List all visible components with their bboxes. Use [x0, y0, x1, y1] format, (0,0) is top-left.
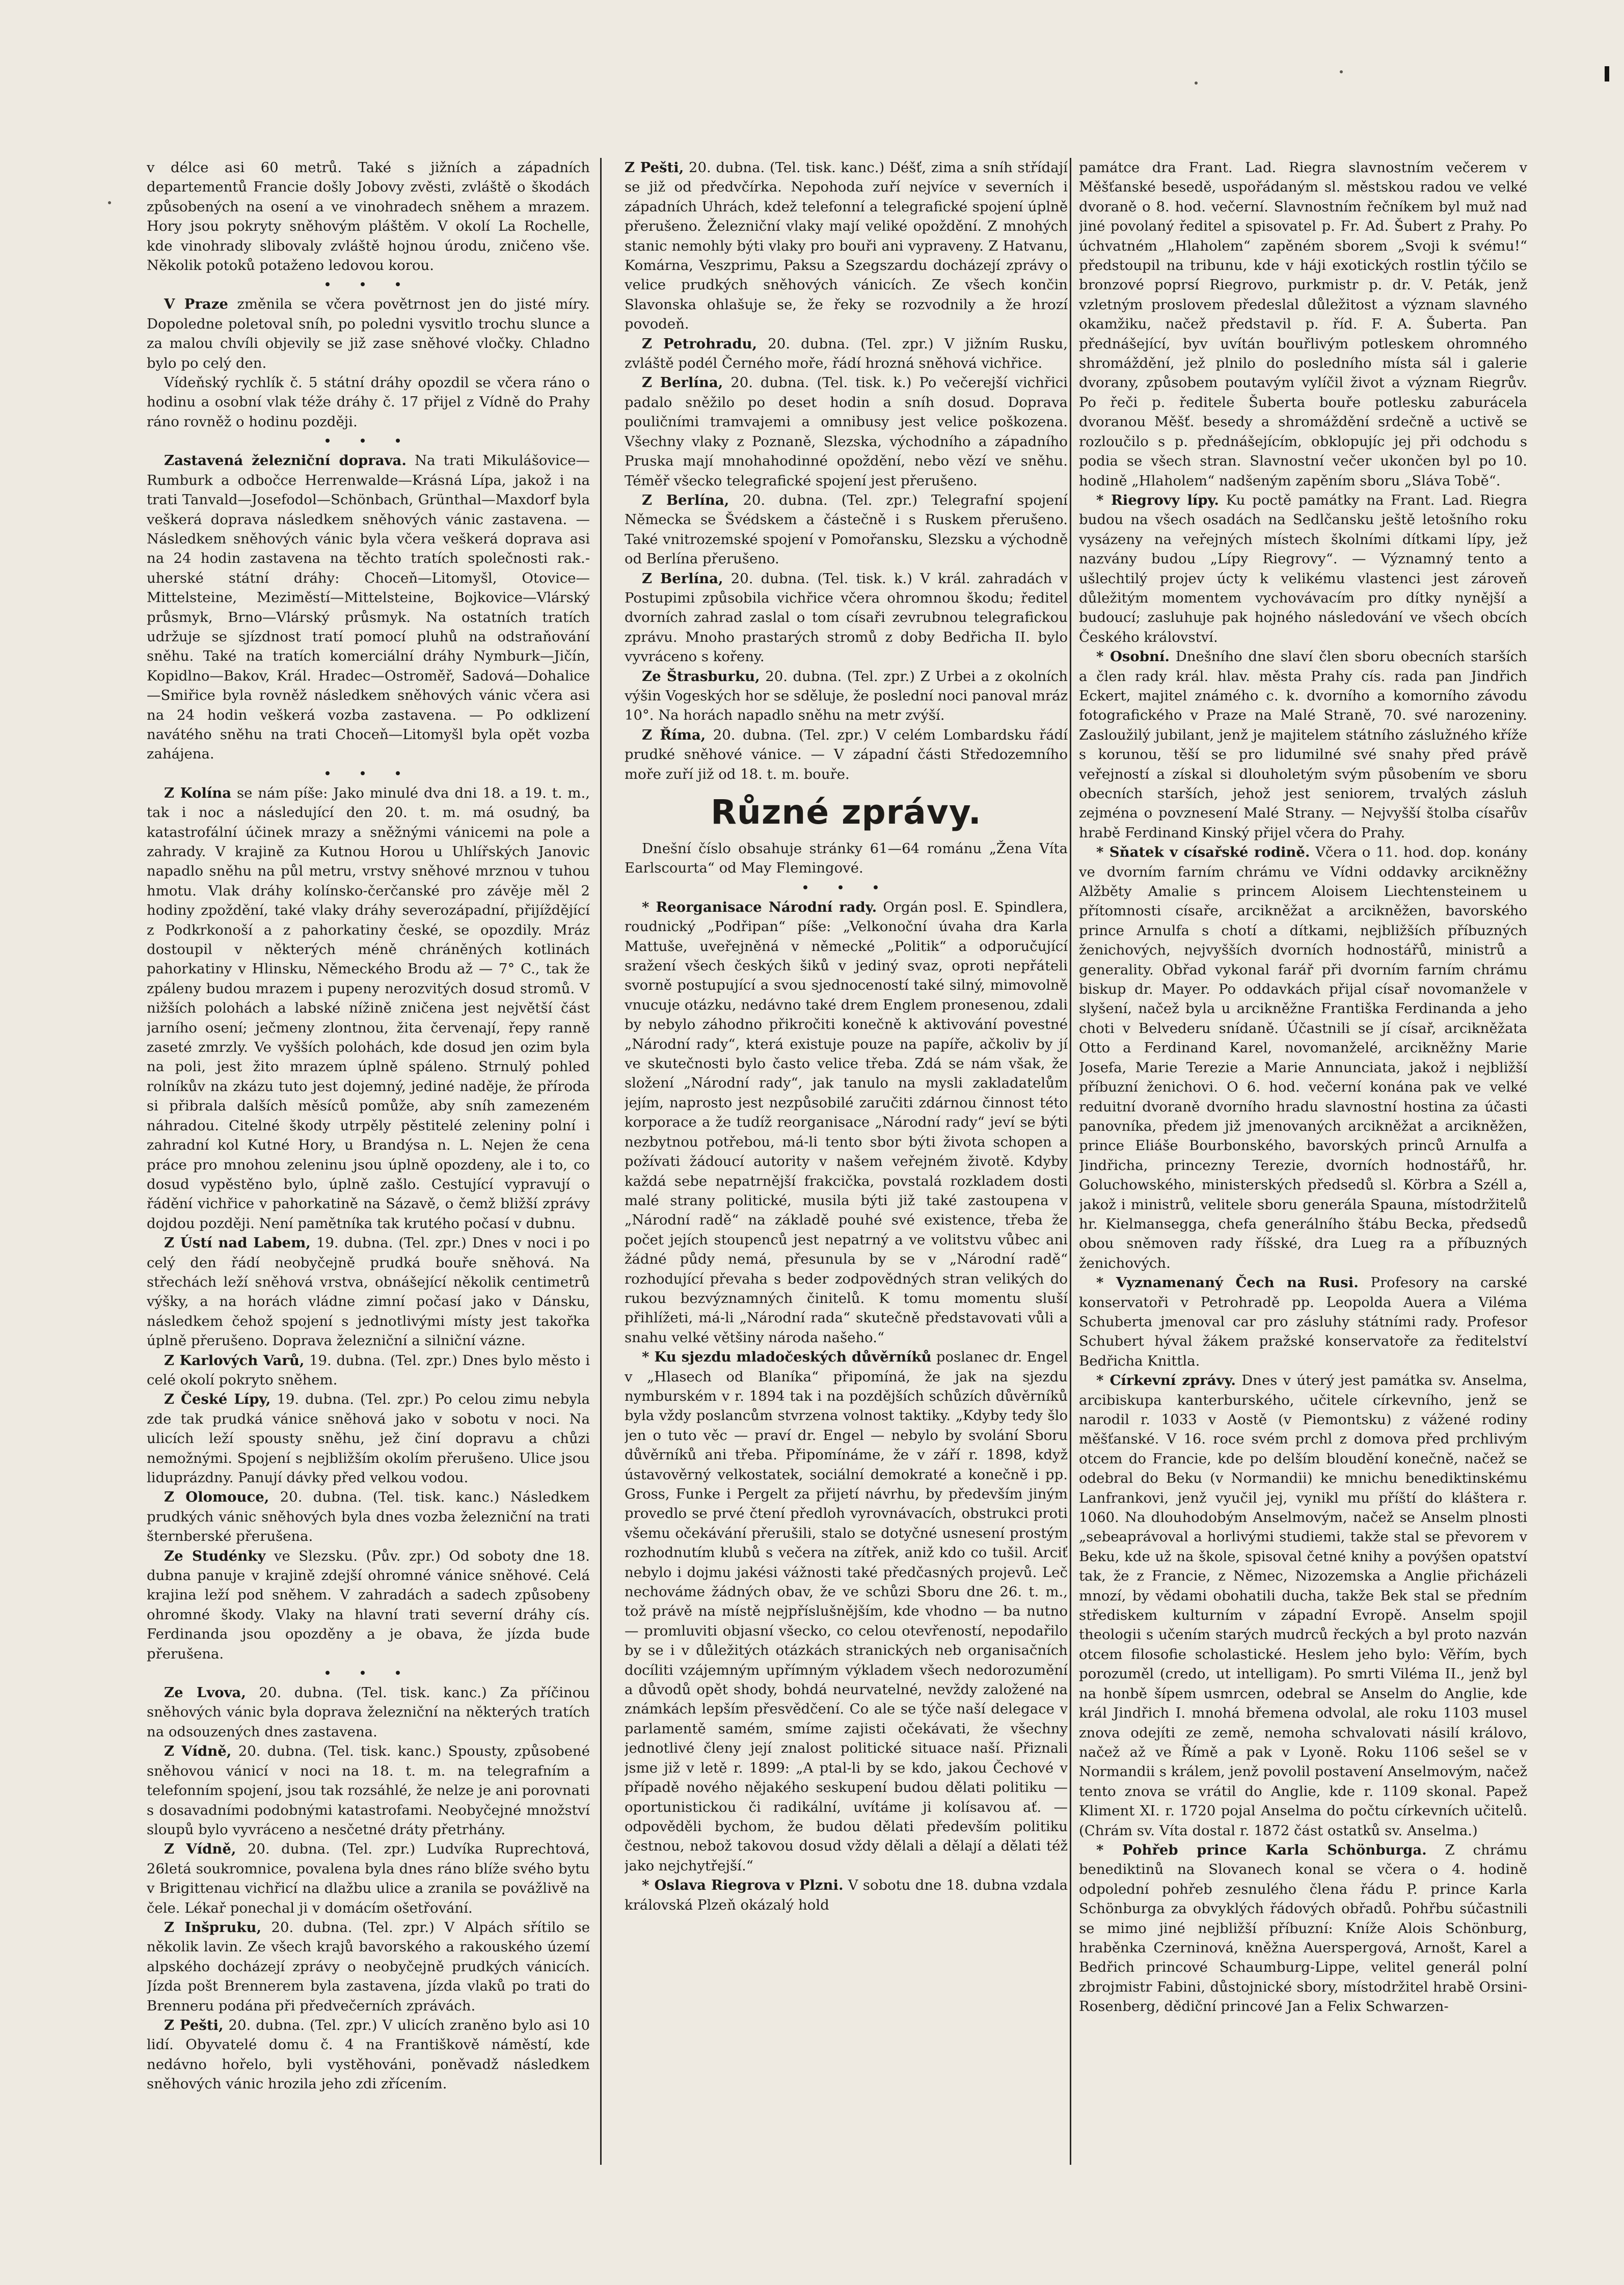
margin-mark: [1605, 66, 1609, 81]
article-text: 20. dubna. (Tel. zpr.) V celém Lombardsku řádí prudké sněhové vánice. — V západní části Středozemního moře zuří již od 18. t. m. bouře.: [625, 726, 1068, 782]
article-text: 20. dubna. (Tel. tisk. kanc.) Déšť, zima a sníh střídají se již od předvčírka. Nepohoda zuří nejvíce v severních i západních Uhrách, kdež telefonní a telegrafické spojení úplně přerušeno. Železniční vlaky mají veliké opoždění. Z mnohých stanic nemohly býti vlaky pro bouři ani vypraveny. Z Hatvanu, Komárna, Veszprimu, Paksu a Szegszardu docházejí zprávy o velice prudkých sněhových vánicích. Ze všech končin Slavonska ohlašuje se, že řeky se rozvodnily a že hrozí povodeň.: [625, 159, 1068, 333]
article-text: památce dra Frant. Lad. Riegra slavnostním večerem v Měšťanské besedě, uspořádaným sl. městskou radou ve velké dvoraně o 8. hod. večerní. Slavnostním řečníkem byl muž nad jiné povolaný ředitel a spisovatel p. Fr. Ad. Šubert z Prahy. Po úchvatném „Hlaholem“ zapěném sborem „Svoji k svému!“ předstoupil na tribunu, kde v háji exotických rostlin týčilo se bronzové poprsí Riegrovo, purkmistr p. dr. V. Peták, jenž vzletným proslovem předeslal důležitost a význam slavného okamžiku, načež představil p. říd. F. A. Šuberta. Pan přednášející, byv uvítán bouřlivým potleskem ohromného shromáždění, jež plnilo do posledního místa sál i galerie dvorany, způsobem poutavým vylíčil život a význam Riegrův. Po řeči p. ředitele Šuberta bouře potlesku zaburácela dvoranou Měšť. besedy a shromáždění srdečně a uctivě se rozloučilo s p. přednášejícím, obklopujíc jej při odchodu s podia se všech stran. Slavnostní večer ukončen byl po 10. hodině „Hlaholem“ nadšeným zapěním sboru „Sláva Tobě“.: [1079, 159, 1527, 489]
article-paragraph: [147, 158, 590, 275]
article-lead: Z Ústí nad Labem,: [164, 1235, 311, 1252]
column-right: [1079, 158, 1527, 2165]
article-paragraph: [147, 1233, 590, 1350]
article-lead: * Riegrovy lípy.: [1096, 492, 1219, 508]
article-paragraph: [147, 1742, 590, 1839]
article-text: 19. dubna. (Tel. zpr.) Dnes v noci i po celý den řádí neobyčejně prudká bouře sněhová. Na střechách leží sněhová vrstva, obnášející několik centimetrů výšky, a na horách vládne zimní počasí jako v Dánsku, následkem čehož spojení s jednotlivými místy jest takořka úplně přerušeno. Doprava železniční a silniční vázne.: [147, 1235, 590, 1349]
article-lead: * Reorganisace Národní rady.: [642, 899, 877, 915]
article-paragraph: [625, 158, 1068, 334]
section-separator: • • •: [323, 1665, 414, 1682]
article-paragraph: [147, 451, 590, 764]
article-lead: * Vyznamenaný Čech na Rusi.: [1096, 1274, 1359, 1291]
article-paragraph: [625, 667, 1068, 725]
article-text: Včera o 11. hod. dop. konány ve dvorním farním chrámu ve Vídni oddavky arcikněžny Alžběty Amalie s princem Aloisem Liechtensteinem u přítomnosti císaře, arcikněžat a arcikněžen, bavorského prince Arnulfa s chotí a dítkami, nejbližších příbuzných ženichových, nejvyšších dvorních hodnostářů, ministrů a generality. Obřad vykonal farář při dvorním farním chrámu biskup dr. Mayer. Po oddavkách přijal císař novomanžele v slyšení, načež byla u arcikněžne Františka Ferdinanda a jeho choti v Belvederu snídaně. Účastnili se jí císař, arcikněžata Otto a Ferdinand Karel, novomanželé, arcikněžny Marie Josefa, Marie Terezie a Marie Annunciata, jakož i nejbližší příbuzní ženichovi. O 6. hod. večerní konána pak ve velké reduitní dvoraně dvorního hradu slavnostní hostina za účasti panovníka, předem již jmenovaných arcikněžat a arcikněžen, prince Eliáše Bourbonského, bavorských princů Arnulfa a Jindřicha, princezny Terezie, dvorních hodnostářů, hr. Goluchowského, ministerských předsedů sl. Körbra a Széll a, jakož i ministrů, velitele sboru generála Spauna, místodržitelů hr. Kielmansegga, chefa generálního štábu Becka, předsedů obou sněmoven rady říšské, dra Lueg ra a příbuzných ženichových.: [1079, 844, 1527, 1271]
article-lead: * Sňatek v císařské rodině.: [1096, 844, 1310, 861]
article-lead: Z Pešti,: [625, 159, 684, 176]
article-paragraph: [1079, 1371, 1527, 1840]
article-lead: Z Karlových Varů,: [164, 1352, 305, 1369]
article-lead: Ze Štrasburku,: [642, 668, 760, 685]
section-separator: • • •: [801, 879, 891, 896]
article-paragraph: [147, 2016, 590, 2094]
column-rule: [600, 158, 602, 2165]
article-text: 20. dubna. (Tel. zpr.) V ulicích zraněno bylo asi 10 lidí. Obyvatelé domu č. 4 na Františkově náměstí, kde nedávno hořelo, byli vystěhováni, poněvadž následkem sněhových vánic hrozila jeho zdi zřícením.: [147, 2017, 590, 2092]
article-text: změnila se včera povětrnost jen do jisté míry. Dopoledne poletoval sníh, po poledni vysvitlo trochu slunce a za malou chvíli objevily se již zase sněhové vločky. Chladno bylo po celý den.: [147, 296, 590, 371]
column-left: [147, 158, 590, 2165]
article-text: v délce asi 60 metrů. Také s jižních a západních departementů Francie došly Jobovy zvěsti, zvláště o škodách způsobených na osení a ve vinohradech sněhem a mrazem. Hory jsou pokryty sněhovým pláštěm. V okolí La Rochelle, kde vinohrady slibovaly zvláště hojnou úrodu, zničeno vše. Několik potoků potaženo ledovou korou.: [147, 159, 590, 274]
article-text: Profesory na carské konservatoři v Petrohradě pp. Leopolda Auera a Viléma Schuberta jmenoval car pro zásluhy státními rady. Profesor Schubert hýval žákem pražské konservatoře za ředitelství Bedřicha Knittla.: [1079, 1274, 1527, 1369]
article-text: 20. dubna. (Tel. zpr.) Z Urbei a z okolních výšin Vogeských hor se sděluje, že poslední noci panoval mráz 10°. Na horách napadlo sněhu na metr zvýší.: [625, 668, 1068, 724]
article-text: V sobotu dne 18. dubna vzdala královská Plzeň okázalý hold: [625, 1877, 1068, 1913]
article-text: Dnes v úterý jest památka sv. Anselma, arcibiskupa kanterburského, učitele církevního, jenž se narodil r. 1033 v Aostě (v Piemontsku) z vážené rodiny měšťanské. V 16. roce svém prchl z domova před prchlivým otcem do Francie, kde po delším bloudění konečně, načež se odebral do Beku (v Normandii) ke mnichu benediktinskému Lanfrankovi, jenž vyučil jej, vynikl mu příští do kláštera r. 1060. Na dlouhodobým Anselmovým, načež se Anselm plnosti „sebeaprávoval a horlivými studiemi, takže stal se převorem v Beku, kde už na škole, spisoval četné knihy a povýšen opatství tak, že z Francie, z Němec, Nizozemska a Anglie přicházeli mnozí, by vědami obohatili ducha, takže Bek stal se předním střediskem kulturním v západní Evropě. Anselm spojil theologii s učením starých mudrců řeckých a byl proto nazván otcem filosofie scholastické. Heslem jeho bylo: Věřím, bych porozuměl (credo, ut intelligam). Po smrti Viléma II., jenž byl na honbě šípem usmrcen, odebral se Anselm do Anglie, kde král Jindřich I. mnohá břemena odvolal, ale roku 1103 musel znova odejíti ze země, nemoha schvalovati násilí královo, načež až ve Římě a pak v Lyoně. Roku 1106 sešel se v Normandii s králem, jenž povolil postavení Anselmovým, načež tento znova se vrátil do Anglie, kde r. 1109 skonal. Papež Kliment XI. r. 1720 pojal Anselma do počtu církevních učitelů. (Chrám sv. Víta dostal r. 1872 část ostatků sv. Anselma.): [1079, 1372, 1527, 1839]
article-lead: * Oslava Riegrova v Plzni.: [642, 1877, 844, 1894]
article-lead: Z Říma,: [642, 726, 706, 743]
article-lead: Z Olomouce,: [164, 1489, 269, 1506]
article-paragraph: [1079, 1840, 1527, 2017]
article-text: Dnešní číslo obsahuje stránky 61—64 románu „Žena Víta Earlscourta“ od May Flemingové.: [625, 840, 1068, 877]
article-lead: Z Berlína,: [642, 492, 729, 508]
article-paragraph: [147, 373, 590, 431]
article-paragraph: [1079, 491, 1527, 647]
speck: [1340, 70, 1343, 73]
section-separator: • • •: [323, 433, 414, 450]
article-text: ve Slezsku. (Pův. zpr.) Od soboty dne 18. dubna panuje v krajině zdejší ohromné vánice sněhové. Celá krajina leží pod sněhem. V zahradách a sadech způsobeny ohromné škody. Vlaky na hlavní trati severní dráhy cís. Ferdinanda jsou opozděny a je obava, že jízda bude přerušena.: [147, 1547, 590, 1662]
article-lead: Zastavená železniční doprava.: [164, 452, 407, 469]
article-paragraph: [147, 1351, 590, 1390]
article-text: 20. dubna. (Tel. tisk. kanc.) Následkem prudkých vánic sněhových byla dnes vozba železniční na trati šternberské přerušena.: [147, 1489, 590, 1545]
article-paragraph: [147, 1546, 590, 1664]
article-text: 20. dubna. (Tel. zpr.) Ludvíka Ruprechtová, 26letá soukromnice, povalena byla dnes ráno blíže svého bytu v Brigittenau vichřicí na dlažbu ulice a zranila se povážlivě na čele. Lékař ponechal ji v domácím ošetřování.: [147, 1841, 590, 1916]
article-text: Ku poctě památky na Frant. Lad. Riegra budou na všech osadách na Sedlčansku ještě letošního roku vysázeny na veřejných místech školními dítkami lípy, jež nazvány budou „Lípy Riegrovy“. — Významný tento a ušlechtilý projev úcty k velikému vlastenci jest zároveň důležitým momentem vychovávacím pro dítky nynější a budoucí; zasluhuje pak hojného následování ve všech obcích Českého království.: [1079, 492, 1527, 645]
article-text: 20. dubna. (Tel. tisk. k.) Po večerejší vichřici padalo sněžilo po deset hodin a sníh dosud. Doprava pouličními tramvajemi a omnibusy jest velice poškozena. Všechny vlaky z Poznaně, Slezska, východního a západního Pruska mají mnohahodinné opoždění, nebo vězí ve sněhu. Téměř všecko telegrafické spojení jest přerušeno.: [625, 374, 1068, 489]
article-text: 20. dubna. (Tel. zpr.) V Alpách sřítilo se několik lavin. Ze všech krajů bavorského a rakouského území alpského docházejí zprávy o neobyčejně prudkých vánicích. Jízda pošt Brennerem byla zastavena, jízda vlaků po trati do Brenneru podána při předvečerních zprávách.: [147, 1919, 590, 2014]
article-lead: Z České Lípy,: [164, 1391, 271, 1408]
article-paragraph: [147, 783, 590, 1233]
article-paragraph: [625, 897, 1068, 1347]
article-paragraph: [625, 1875, 1068, 1915]
article-paragraph: [625, 373, 1068, 490]
article-text: 19. dubna. (Tel. zpr.) Dnes bylo město i celé okolí pokryto sněhem.: [147, 1352, 590, 1388]
speck: [108, 201, 111, 204]
article-lead: Z Berlína,: [642, 570, 723, 587]
article-paragraph: [147, 1487, 590, 1546]
article-lead: Z Berlína,: [642, 374, 723, 391]
article-paragraph: [147, 1839, 590, 1918]
speck: [1195, 81, 1198, 85]
section-separator: • • •: [323, 277, 414, 293]
article-text: 19. dubna. (Tel. zpr.) Po celou zimu nebyla zde tak prudká vánice sněhová jako v sobotu v noci. Na ulicích leží spousty sněhu, jež činí dopravu a chůzi nemožnými. Spojení s nejbližším okolím přerušeno. Ulice jsou liduprázdny. Panují dávky před velkou vodou.: [147, 1391, 590, 1486]
article-text: poslanec dr. Engel v „Hlasech od Blaníka“ připomíná, že jak na sjezdu nymburském v r. 1894 tak i na pozdějších schůzích důvěrníků byla vždy poslancům stvrzena volnost taktiky. „Kdyby tedy šlo jen o tuto věc — praví dr. Engel — nebylo by svolání Sboru důvěrníků ani třeba. Připomínáme, že v září r. 1898, když ústavověrný velkostatek, sociální demokraté a konečně i pp. Gross, Funke i Pergelt za přijetí návrhu, by především jiným provedlo se prvé čtení předloh vyrovnávacích, obstrukci proti všemu očekávání přerušili, stalo se dotyčné usnesení prostým rozhodnutím klubů s večera na zítřek, aniž kdo co tušil. Arciť nebylo i dojmu jakési vážnosti také předčasných projevů. Leč nechováme žádných obav, že ve schůzi Sboru dne 26. t. m., tož právě na místě nejpříslušnějším, kde vhodno — ba nutno — promluviti objasní všecko, co celou otevřeností, nepodařilo by se i v důležitých otázkách stranických neb organisačních docíliti vzájemným upřímným výkladem všech nedorozumění a důvodů opět shody, bohdá neurvatelné, nevždy založené na známkách lepším přesvědčení. Co ale se týče naší delegace v parlamentě samém, smíme zajisti očekávati, že všechny jednotlivé členy její znalost politické situace naší. Přiznali jsme již v letě r. 1899: „A ptal-li by se kdo, jakou Čechové v případě nového nějakého seskupení budou dělati politiku — oportunistickou či radikální, uvítáme ji kolísavou ať. — odpověděli bychom, že budou dělati především politiku čestnou, nebož takovou dosud vždy dělali a dělají a dělati též jako nejchytřejší.“: [625, 1349, 1068, 1874]
article-text: 20. dubna. (Tel. tisk. kanc.) Za příčinou sněhových vánic byla doprava železniční na některých tratích na odsouzených dnes zastavena.: [147, 1684, 590, 1740]
article-lead: Z Inšpruku,: [164, 1919, 262, 1936]
article-lead: * Pohřeb prince Karla Schönburga.: [1096, 1841, 1427, 1858]
article-paragraph: [625, 491, 1068, 569]
article-paragraph: [147, 1390, 590, 1487]
article-lead: V Praze: [164, 296, 228, 313]
article-paragraph: [625, 334, 1068, 373]
article-lead: * Osobní.: [1096, 648, 1170, 665]
article-paragraph: [147, 1683, 590, 1742]
article-paragraph: [625, 569, 1068, 667]
section-separator: • • •: [323, 765, 414, 782]
article-text: Orgán posl. E. Spindlera, roudnický „Podřipan“ píše: „Velkonoční úvaha dra Karla Mattuše, uveřejněná v německé „Politik“ a odporučující sražení všech českých šiků v jediný svaz, oproti nepřáteli svorně postupující a svou sjednoceností také silný, mimovolně vnucuje otázku, nedávno také drem Englem pronesenou, zdali by nebylo záhodno přikročiti konečně k aktivování povestné „Národní rady“, která existuje pouze na papíře, ačkoliv by jí ve skutečnosti bylo často velice třeba. Zdá se nám však, že složení „Národní rady“, jak tanulo na mysli zakladatelům jejím, naprosto jest nezpůsobilé zaručiti zdárnou činnost této korporace a že tudíž reorganisace „Národní rady“ jeví se býti nezbytnou potřebou, má-li tento sbor býti života schopen a požívati žádoucí autority v našem veřejném životě. Kdyby každá sebe nepatrnější frakcička, povstalá rozkladem dosti malé strany politické, musila býti již také zastoupena v „Národní radě“ na základě pouhé své existence, třeba že počet jejích stoupenců jest nepatrný a ve volitstvu vůbec ani žádné půdy nemá, přesunula by se v „Národní radě“ rozhodující převaha s beder zodpovědných stran velikých do rukou bezvýznamných činitelů. K tomu momentu sluší přihlížeti, má-li „Národní rada“ skutečně představovati vůli a snahu velké většiny národa našeho.“: [625, 899, 1068, 1346]
article-paragraph: [1079, 1273, 1527, 1371]
article-text: 20. dubna. (Tel. tisk. kanc.) Spousty, způsobené sněhovou vánicí v noci na 18. t. m. na telegrafním a telefonním spojení, jsou tak rozsáhlé, že nelze je ani porovnati s dosavadními podobnými katastrofami. Neobyčejné množství sloupů bylo vyvráceno a nesčetné dráty přetrhány.: [147, 1743, 590, 1838]
article-text: 20. dubna. (Tel. zpr.) V jižním Rusku, zvláště podél Černého moře, řádí hrozná sněhová vichřice.: [625, 335, 1068, 372]
column-middle: [625, 158, 1068, 2165]
article-lead: Z Pešti,: [164, 2017, 224, 2033]
article-lead: * Ku sjezdu mladočeských důvěrníků: [642, 1349, 932, 1366]
article-lead: Z Vídně,: [164, 1841, 236, 1858]
article-paragraph: [625, 1347, 1068, 1875]
article-paragraph: [147, 1918, 590, 2016]
column-rule: [1070, 158, 1071, 2165]
article-text: 20. dubna. (Tel. zpr.) Telegrafní spojení Německa se Švédskem a částečně i s Ruskem přerušeno. Také vnitrozemské spojení v Pomořansku, Slezsku a východně od Berlína přerušeno.: [625, 492, 1068, 567]
article-paragraph: [625, 725, 1068, 784]
article-lead: * Církevní zprávy.: [1096, 1372, 1236, 1389]
article-lead: Z Petrohradu,: [642, 335, 757, 352]
article-lead: Z Vídně,: [164, 1743, 232, 1760]
article-paragraph: [625, 839, 1068, 878]
article-lead: Ze Studénky: [164, 1547, 266, 1564]
article-text: 20. dubna. (Tel. tisk. k.) V král. zahradách v Postupimi způsobila vichřice včera ohromnou škodu; ředitel dvorních zahrad zaslal o tom císaři zevrubnou telegrafickou zprávu. Mnoho prastarých stromů z doby Bedřicha II. bylo vyvráceno s kořeny.: [625, 570, 1068, 665]
section-heading: Různé zprávy.: [711, 793, 982, 832]
article-paragraph: [147, 294, 590, 373]
article-paragraph: [1079, 647, 1527, 842]
article-paragraph: [1079, 842, 1527, 1273]
article-text: Na trati Mikulášovice—Rumburk a odbočce Herrenwalde—Krásná Lípa, jakož i na trati Tanvald—Josefodol—Schönbach, Grünthal—Maxdorf byla veškerá doprava následkem sněhových vánic zastavena. — Následkem sněhových vánic byla včera veškerá doprava asi na 24 hodin zastavena na těchto tratích společnosti rak.-uherské státní dráhy: Choceň—Litomyšl, Otovice—Mittelsteine, Meziměstí—Mittelsteine, Bojkovice—Vlárský průsmyk, Brno—Vlárský průsmyk. Na ostatních tratích udržuje se sjízdnost tratí pomocí pluhů na odstraňování sněhu. Také na tratích komerciální dráhy Nymburk—Jičín, Kopidlno—Bakov, Král. Hradec—Ostroměř, Sadová—Dohalice—Smiřice byla rovněž následkem sněhových vánic včera asi na 24 hodin veškerá vozba zastavena. — Po odklizení navátého sněhu na trati Choceň—Litomyšl byla opět vozba zahájena.: [147, 452, 590, 763]
article-text: Z chrámu benediktinů na Slovanech konal se včera o 4. hodině odpolední pohřeb zesnulého člena řádu P. prince Karla Schönburga za obvyklých řádových obřadů. Pohřbu súčastnili se mimo jiné nejbližší příbuzní: Kníže Alois Schönburg, hraběnka Czerninová, kněžna Auerspergová, Arnošt, Karel a Bedřich princové Schaumburg-Lippe, velitel generál polní zbrojmistr Fabini, důstojnické sbory, místodržitel hrabě Orsini-Rosenberg, dědiční princové Jan a Felix Schwarzen-: [1079, 1841, 1527, 2015]
article-text: Dnešního dne slaví člen sboru obecních starších a člen rady král. hlav. města Prahy cís. rada pan Jindřich Eckert, majitel známého c. k. dvorního a komorního závodu fotografického v Praze na Malé Straně, 70. své narozeniny. Zasloužilý jubilant, jenž je majitelem státního záslužného kříže s korunou, těší se pro lidumilné své snahy před právě veřejností a získal si dlouholetým svým působením ve sboru obecních starších, jehož jest seniorem, trvalých zásluh zejména o povznesení Malé Strany. — Nejvyšší štolba císařův hrabě Ferdinand Kinský přijel včera do Prahy.: [1079, 648, 1527, 841]
article-paragraph: [1079, 158, 1527, 491]
article-lead: Ze Lvova,: [164, 1684, 246, 1701]
article-lead: Z Kolína: [164, 784, 232, 801]
article-text: se nám píše: Jako minulé dva dni 18. a 19. t. m., tak i noc a následující den 20. t. m. má osudný, ba katastrofální účinek mrazy a sněžnými vánicemi na pole a zahrady. V krajině za Kutnou Horou u Uhlířských Janovic napadlo sněhu na půl metru, vrstvy sněhové mrznou v tuhou hmotu. Vlak dráhy kolínsko-čerčanské pro závěje měl 2 hodiny zpoždění, také vlaky dráhy severozápadní, přijíždějící z Podkrkonoší a z pahorkatiny české, se opozdily. Mráz dostoupil v některých méně chráněných kotlinách pahorkatiny v Hlinsku, Německého Brodu až — 7° C., tak že zpáleny budou mrazem i pupeny nerozvitých dosud stromů. V nižších polohách a labské nížině zničena jest největší část jarního osení; ječmeny zlontnou, žita červenají, řepy ranně zaseté zmrzly. Ve vyšších polohách, kde dosud jen ozim byla na poli, jest žito mrazem úplně spáleno. Strnulý pohled rolníkův na zkázu tuto jest dojemný, jediné naděje, že příroda si přibrala dalších měsíců pomůže, aby sníh zamezeném náhradou. Citelné škody utrpěly pěstitelé zeleniny polní i zahradní kol Kutné Hory, u Brandýsa n. L. Nejen že cena práce pro mnohou zeleninu jsou úplně opozdeny, ale i to, co dosud vypěstěno bylo, úplně zašlo. Cestující vypravují o řádění vichřice v pahorkatině na Sázavě, o čemž bližší zprávy dojdou později. Není pamětníka tak krutého počasí v dubnu.: [147, 784, 590, 1232]
article-text: Vídeňský rychlík č. 5 státní dráhy opozdil se včera ráno o hodinu a osobní vlak téže dráhy č. 17 přijel z Vídně do Prahy ráno rovněž o hodinu později.: [147, 374, 590, 430]
